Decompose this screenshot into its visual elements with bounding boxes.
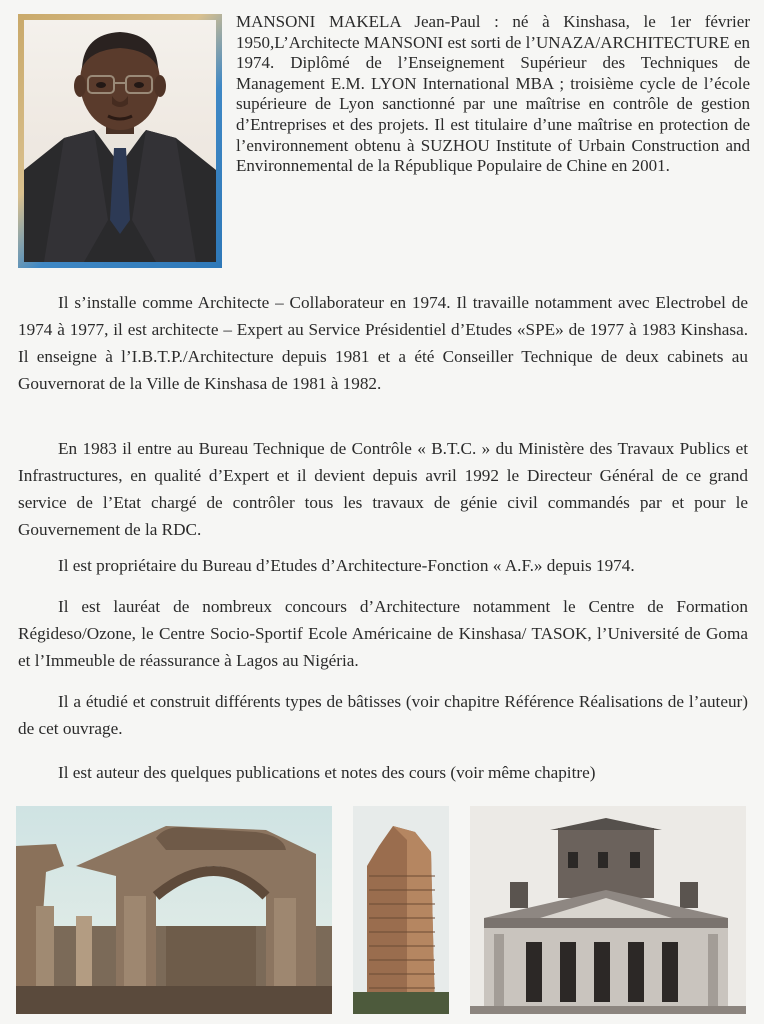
author-portrait-frame: [18, 14, 222, 268]
biography-paragraph: Il est lauréat de nombreux concours d’Architecture notamment le Centre de Formation Régideso/Ozone, le Centre Socio-Sportif Ecole Américaine de Kinshasa/ TASOK, l’Université de Goma et l’Immeuble de réassurance à Lagos au Nigéria.: [18, 597, 748, 670]
biography-paragraph: En 1983 il entre au Bureau Technique de Contrôle « B.T.C. » du Ministère des Travaux Publics et Infrastructures, en qualité d’Expert et il devient depuis avril 1992 le Directeur Général de ce grand service de l’Etat chargé de contrôler tous les travaux de génie civil commandés par et pour le Gouvernement de la RDC.: [18, 439, 748, 539]
author-intro: MANSONI MAKELA Jean-Paul : né à Kinshasa, le 1er février 1950,L’Architecte MANSONI est sorti de l’UNAZA/ARCHITECTURE en 1974. Diplômé de l’Enseignement Supérieur des Techniques de Management E.M. LYON International MBA ; troisième cycle de l’école supérieure de Lyon sanctionné par une maîtrise en contrôle de gestion d’Entreprises et des projets. Il est titulaire d’une maîtrise en protection de l’environnement obtenu à SUZHOU Institute of Urbain Construction and Environnemental de la République Populaire de Chine en 2001.: [236, 12, 750, 176]
classical-building-photo: [470, 806, 746, 1014]
biography-paragraph: Il est propriétaire du Bureau d’Etudes d’Architecture-Fonction « A.F.» depuis 1974.: [58, 556, 635, 575]
biography-paragraph: Il a étudié et construit différents types de bâtisses (voir chapitre Référence Réalisations de l’auteur) de cet ouvrage.: [18, 692, 748, 738]
biography-paragraph: Il est auteur des quelques publications et notes des cours (voir même chapitre): [58, 763, 596, 782]
biography-paragraph: Il s’installe comme Architecte – Collaborateur en 1974. Il travaille notamment avec Electrobel de 1974 à 1977, il est architecte – Expert au Service Présidentiel d’Etudes «SPE» de 1977 à 1983 Kinshasa. Il enseigne à l’I.B.T.P./Architecture depuis 1981 et a été Conseiller Technique de deux cabinets au Gouvernorat de la Ville de Kinshasa de 1981 à 1982.: [18, 293, 748, 393]
author-portrait: [24, 20, 216, 262]
author-portrait-drawing: [24, 20, 216, 262]
ruins-arch-photo: [16, 806, 332, 1014]
tower-building-photo: [353, 806, 449, 1014]
